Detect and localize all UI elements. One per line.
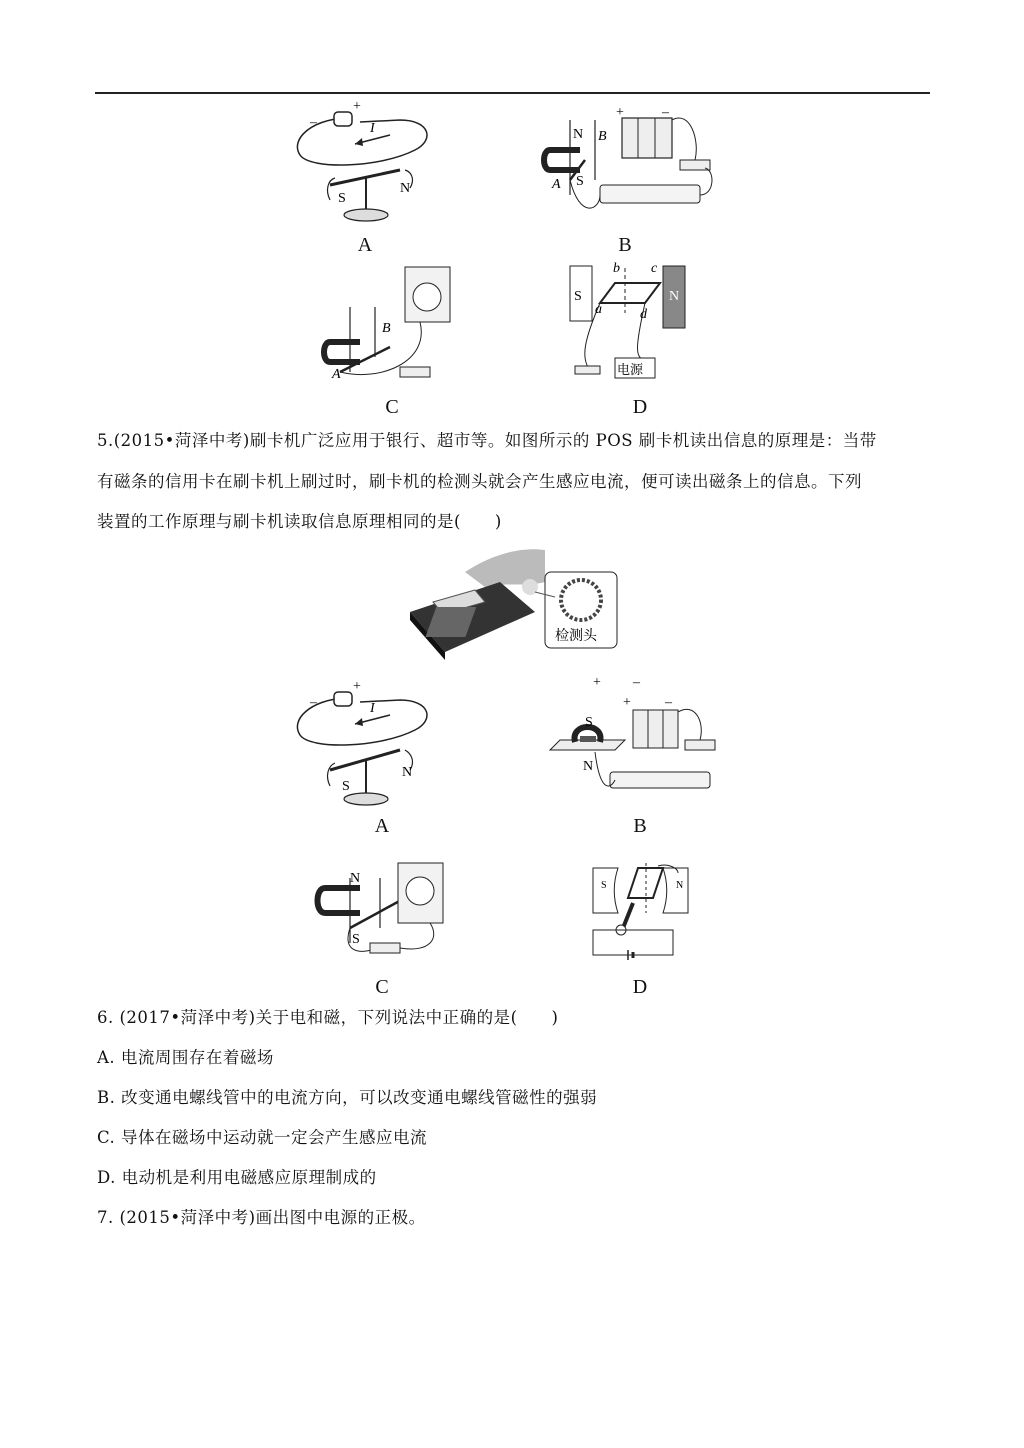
- pos-detector-label: 检测头: [555, 628, 597, 644]
- q5a-current-label: I: [370, 701, 375, 716]
- q4b-a-label: A: [552, 177, 561, 192]
- q4-figure-b: [540, 100, 730, 230]
- q4d-c-label: c: [651, 261, 658, 276]
- q4-figure-c: [320, 262, 460, 392]
- q6-stem: 6. (2017•菏泽中考)关于电和磁，下列说法中正确的是( ): [97, 1008, 559, 1027]
- q4a-n-label: N: [400, 181, 411, 196]
- q4d-a-label: a: [595, 302, 602, 317]
- q4d-s-label: S: [574, 289, 582, 304]
- q4a-minus-label: –: [310, 115, 317, 130]
- q4b-b-label: B: [598, 129, 607, 144]
- q4-caption-a: A: [357, 234, 373, 256]
- q4-caption-b: B: [618, 234, 632, 256]
- q5-line-2: 有磁条的信用卡在刷卡机上刷过时，刷卡机的检测头就会产生感应电流，便可读出磁条上的信息。下列: [97, 472, 862, 491]
- q4d-b-label: b: [613, 261, 620, 276]
- q5b-plus-label: +: [623, 695, 631, 710]
- q5-caption-c: C: [375, 976, 389, 998]
- q5-figure-b: [545, 672, 730, 807]
- q4d-source-label: 电源: [617, 363, 644, 378]
- q4b-s-label: S: [576, 174, 584, 189]
- q4-figure-a: [290, 100, 440, 230]
- q5d-s-label: S: [601, 880, 607, 891]
- q4-caption-c: C: [385, 396, 399, 418]
- q5-figure-a: [290, 678, 440, 813]
- q5-line-1: 5.(2015•菏泽中考)刷卡机广泛应用于银行、超市等。如图所示的 POS 刷卡机读出信息的原理是：当带: [97, 431, 877, 450]
- q4b-n-label: N: [573, 127, 584, 142]
- q5-figure-d: [588, 858, 698, 968]
- q4a-s-label: S: [338, 191, 346, 206]
- q5d-n-label: N: [676, 880, 684, 891]
- q5a-n-label: N: [402, 765, 413, 780]
- q5b-minus-top-label: –: [633, 675, 640, 690]
- q5a-minus-label: –: [310, 695, 317, 710]
- q5-caption-a: A: [374, 815, 390, 837]
- q5a-s-label: S: [342, 779, 350, 794]
- q5-caption-d: D: [632, 976, 648, 998]
- q5b-s-label: S: [585, 715, 593, 730]
- q4-figure-d: [565, 258, 705, 390]
- header-rule: [95, 92, 930, 94]
- q5-line-3: 装置的工作原理与刷卡机读取信息原理相同的是( ): [97, 512, 502, 531]
- q7-stem: 7. (2015•菏泽中考)画出图中电源的正极。: [97, 1208, 426, 1227]
- q5-caption-b: B: [633, 815, 647, 837]
- q5c-s-label: S: [352, 932, 360, 947]
- q5-figure-c: [310, 858, 450, 968]
- q5c-n-label: N: [350, 871, 361, 886]
- q4a-current-label: I: [370, 121, 375, 136]
- q5b-minus-label: –: [665, 695, 672, 710]
- q4b-plus-label: +: [616, 105, 624, 120]
- q6-option-d: D. 电动机是利用电磁感应原理制成的: [97, 1168, 377, 1187]
- pos-terminal-image: [405, 542, 625, 664]
- q4b-minus-label: –: [662, 105, 669, 120]
- q5b-plus-top-label: +: [593, 675, 601, 690]
- q4d-d-label: d: [640, 307, 647, 322]
- q4c-a-label: A: [332, 367, 341, 382]
- q5b-n-label: N: [583, 759, 594, 774]
- q4c-b-label: B: [382, 321, 391, 336]
- q4d-n-label: N: [669, 289, 680, 304]
- q6-option-a: A. 电流周围存在着磁场: [97, 1048, 274, 1067]
- q6-option-c: C. 导体在磁场中运动就一定会产生感应电流: [97, 1128, 428, 1147]
- q4-caption-d: D: [632, 396, 648, 418]
- q5a-plus-label: +: [353, 679, 361, 694]
- q6-option-b: B. 改变通电螺线管中的电流方向，可以改变通电螺线管磁性的强弱: [97, 1088, 598, 1107]
- q4a-plus-label: +: [353, 100, 361, 114]
